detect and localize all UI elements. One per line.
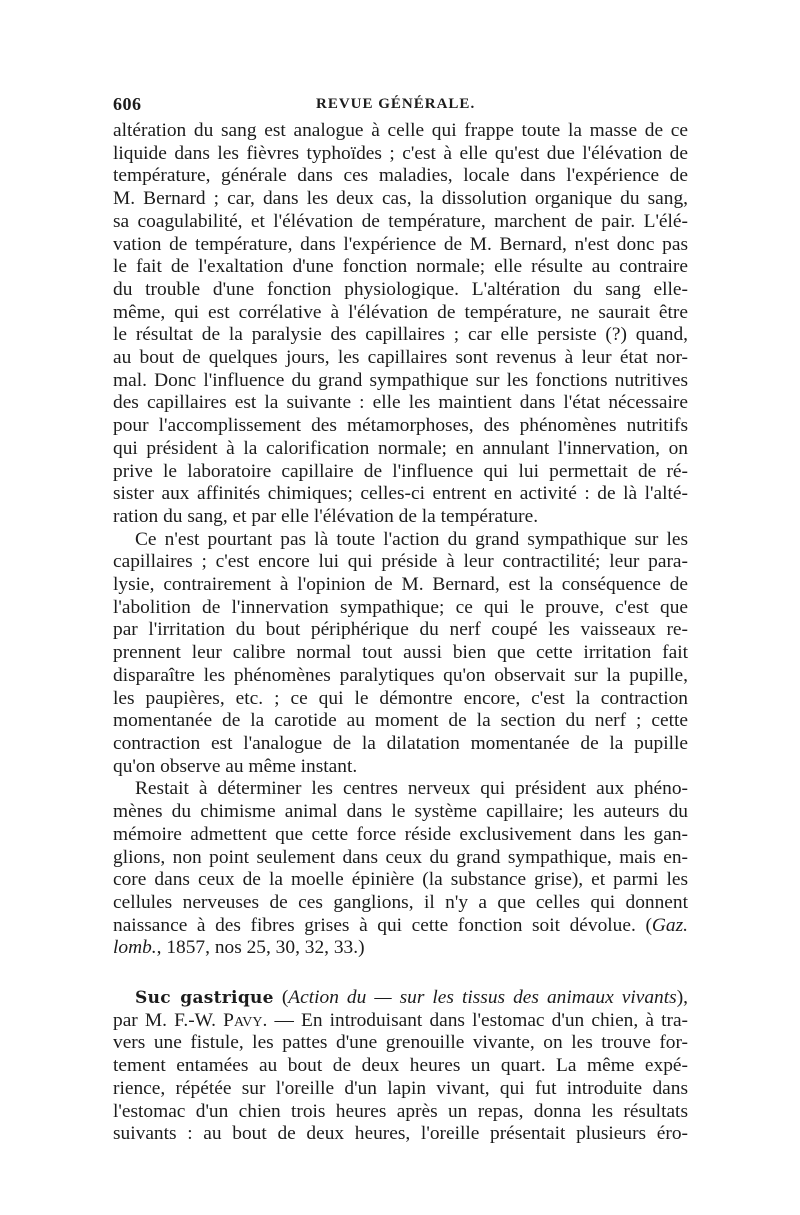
subtitle-close: ),: [676, 987, 688, 1009]
citation-open: (: [645, 914, 652, 936]
body-text: [113, 120, 688, 1146]
paragraph-1: [113, 120, 688, 529]
text-line: mémoire admettent que cette force réside exclusivement dans les gan-: [113, 823, 688, 845]
text-line: liquide dans les fièvres typhoïdes ; c'est à elle qu'est due l'élévation de: [113, 142, 688, 164]
section-title: Suc gastrique: [135, 988, 274, 1009]
text-line: cellules nerveuses de ces ganglions, il n'y a que celles qui donnent: [113, 891, 688, 913]
text-line: prive le laboratoire capillaire de l'influence qui lui permettait de ré-: [113, 460, 688, 482]
text-line: l'abolition de l'innervation sympathique; ce qui le prouve, c'est que: [113, 596, 688, 618]
text-line: glions, non point seulement dans ceux du grand sympathique, mais en-: [113, 846, 688, 868]
text-line: core dans ceux de la moelle épinière (la substance grise), et parmi les: [113, 869, 688, 891]
citation-journal-cont: lomb.: [113, 937, 157, 959]
citation-details: , 1857, nos 25, 30, 32, 33.): [156, 937, 365, 959]
text-line: vation de température, dans l'expérience de M. Bernard, n'est donc pas: [113, 233, 688, 255]
text-line: vers une fistule, les pattes d'une grenouille vivante, on les trouve for-: [113, 1032, 688, 1054]
text-line: le résultat de la paralysie des capillaires ; car elle persiste (?) quand,: [113, 324, 688, 346]
text-fragment: naissance à des fibres grises à qui cette fonction soit dévolue.: [113, 914, 636, 936]
text-line: prennent leur calibre normal tout aussi bien que cette irritation fait: [113, 642, 688, 664]
text-line: rience, répétée sur l'oreille d'un lapin vivant, qui fut introduite dans: [113, 1077, 688, 1099]
text-line: lysie, contrairement à l'opinion de M. Bernard, est la conséquence de: [113, 574, 688, 596]
section-subtitle: Action du — sur les tissus des animaux vivants: [288, 987, 677, 1009]
text-line: mal. Donc l'influence du grand sympathique sur les fonctions nutritives: [113, 369, 688, 391]
text-line: sister aux affinités chimiques; celles-ci entrent en activité : de là l'alté-: [113, 483, 688, 505]
text-line: mènes du chimisme animal dans le système capillaire; les auteurs du: [113, 801, 688, 823]
text-line: [113, 915, 688, 938]
paragraph-2: [113, 529, 688, 779]
text-line: capillaires ; c'est encore lui qui préside à leur contractilité; leur para-: [113, 551, 688, 573]
text-line: suivants : au bout de deux heures, l'oreille présentait plusieurs éro-: [113, 1123, 688, 1145]
page-number: 606: [113, 94, 142, 114]
text-line: qui président à la calorification normale; en annulant l'innervation, on: [113, 437, 688, 459]
text-line: contraction est l'analogue de la dilatation momentanée de la pupille: [113, 732, 688, 754]
running-title: REVUE GÉNÉRALE.: [316, 96, 476, 112]
author-name: Pavy: [223, 1009, 263, 1031]
text-line: par l'irritation du bout périphérique du nerf coupé les vaisseaux re-: [113, 619, 688, 641]
page: [113, 94, 688, 1146]
subtitle-open: (: [281, 987, 289, 1009]
text-line: tement entamées au bout de deux heures un quart. La même expé-: [113, 1055, 688, 1077]
text-line: altération du sang est analogue à celle qui frappe toute la masse de ce: [113, 120, 688, 141]
section-gap: [113, 960, 688, 987]
citation-journal: Gaz.: [651, 914, 688, 936]
text-line: même, qui est corrélative à l'élévation de température, ne saurait être: [113, 301, 688, 323]
text-line: du trouble d'une fonction physiologique. L'altération du sang elle-: [113, 278, 688, 300]
author-prefix: par M. F.-W.: [113, 1009, 224, 1031]
paragraph-3: [113, 778, 688, 960]
text-line: le fait de l'exaltation d'une fonction normale; elle résulte au contraire: [113, 256, 688, 278]
section-heading-line: [113, 987, 688, 1010]
text-line: température, générale dans ces maladies, locale dans l'expérience de: [113, 165, 688, 187]
text-line: Ce n'est pourtant pas là toute l'action du grand sympathique sur les: [135, 528, 688, 550]
section-suc-gastrique: [113, 987, 688, 1146]
text-line: au bout de quelques jours, les capillaires sont revenus à leur état nor-: [113, 347, 688, 369]
page-header: [113, 94, 688, 120]
text-line: momentanée de la carotide au moment de la section du nerf ; cette: [113, 710, 688, 732]
text-line: les paupières, etc. ; ce qui le démontre encore, c'est la contraction: [113, 687, 688, 709]
text-line: [113, 937, 688, 960]
text-line: disparaître les phénomènes paralytiques qu'on observait sur la pupille,: [113, 664, 688, 686]
text-line: [113, 1010, 688, 1033]
text-line: qu'on observe au même instant.: [113, 755, 358, 777]
text-line: Restait à déterminer les centres nerveux qui président aux phéno-: [135, 778, 688, 800]
text-line: pour l'accomplissement des métamorphoses, des phénomènes nutritifs: [113, 415, 688, 437]
text-line: des capillaires est la suivante : elle les maintient dans l'état nécessaire: [113, 392, 688, 414]
text-line: ration du sang, et par elle l'élévation de la température.: [113, 505, 539, 527]
text-line: sa coagulabilité, et l'élévation de température, marchent de pair. L'élé-: [113, 210, 688, 232]
text-line: l'estomac d'un chien trois heures après un repas, donna les résultats: [113, 1100, 688, 1122]
text-line: M. Bernard ; car, dans les deux cas, la dissolution organique du sang,: [113, 188, 688, 210]
text-fragment: . — En introduisant dans l'estomac d'un chien, à tra-: [262, 1009, 689, 1031]
